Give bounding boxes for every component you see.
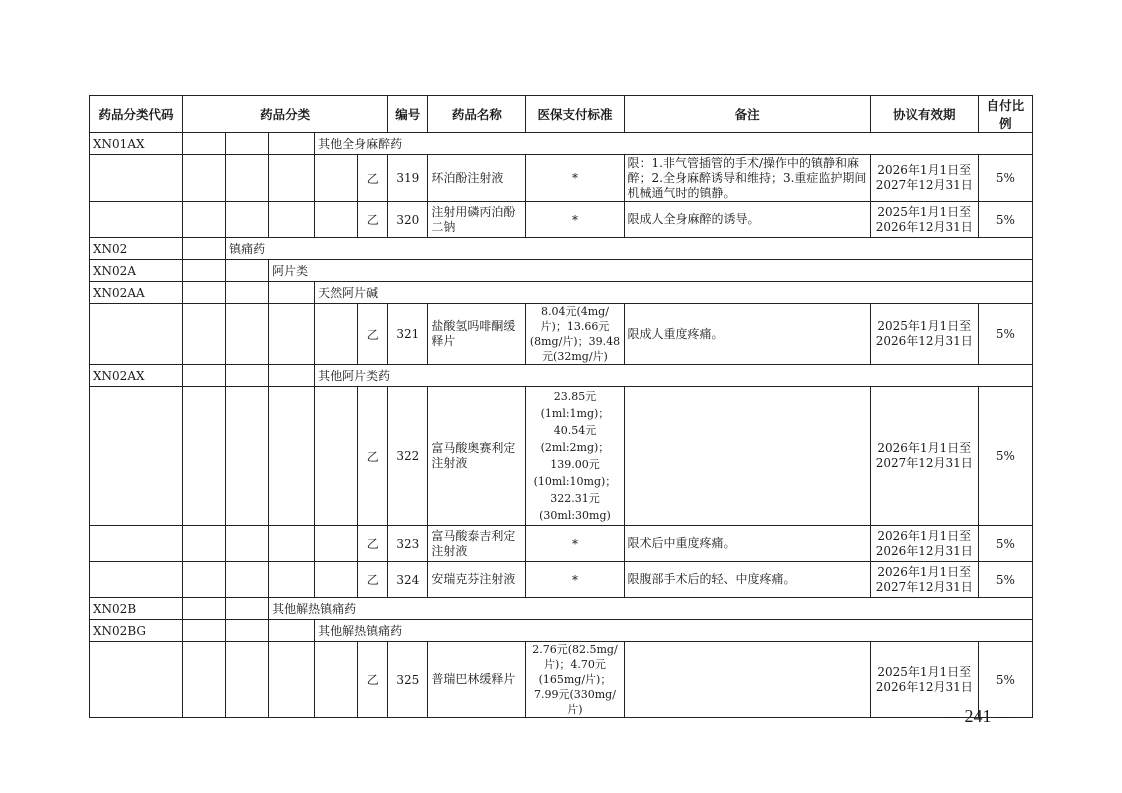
drug-remark: 限腹部手术后的轻、中度疼痛。 <box>624 562 870 598</box>
drug-row <box>90 202 1033 238</box>
drug-number: 325 <box>388 642 428 718</box>
category-label: 阿片类 <box>269 260 1033 282</box>
drug-ratio: 5% <box>978 202 1032 238</box>
category-label: 天然阿片碱 <box>315 282 1033 304</box>
header-remark: 备注 <box>624 96 870 133</box>
drug-validity: 2026年1月1日至2027年12月31日 <box>870 155 978 202</box>
drug-ratio: 5% <box>978 155 1032 202</box>
drug-ratio: 5% <box>978 526 1032 562</box>
drug-name: 环泊酚注射液 <box>428 155 526 202</box>
drug-type: 乙 <box>358 155 388 202</box>
category-code: XN02B <box>90 598 183 620</box>
drug-ratio: 5% <box>978 562 1032 598</box>
drug-remark: 限：1.非气管插管的手术/操作中的镇静和麻醉；2.全身麻醉诱导和维持；3.重症监护期间机械通气时的镇静。 <box>624 155 870 202</box>
header-category: 药品分类 <box>183 96 388 133</box>
drug-validity: 2025年1月1日至2026年12月31日 <box>870 642 978 718</box>
category-code: XN01AX <box>90 133 183 155</box>
drug-row <box>90 155 1033 202</box>
category-code: XN02AX <box>90 365 183 387</box>
category-code: XN02AA <box>90 282 183 304</box>
drug-number: 319 <box>388 155 428 202</box>
drug-validity: 2025年1月1日至2026年12月31日 <box>870 304 978 365</box>
drug-name: 盐酸氢吗啡酮缓释片 <box>428 304 526 365</box>
drug-validity: 2026年1月1日至2026年12月31日 <box>870 526 978 562</box>
category-row <box>90 598 1033 620</box>
drug-name: 富马酸泰吉利定注射液 <box>428 526 526 562</box>
category-label: 其他全身麻醉药 <box>315 133 1033 155</box>
category-row <box>90 282 1033 304</box>
header-ratio: 自付比例 <box>978 96 1032 133</box>
drug-ratio: 5% <box>978 642 1032 718</box>
drug-ratio: 5% <box>978 387 1032 526</box>
drug-row <box>90 642 1033 718</box>
drug-standard: * <box>526 155 624 202</box>
drug-name: 注射用磷丙泊酚二钠 <box>428 202 526 238</box>
drug-type: 乙 <box>358 642 388 718</box>
drug-type: 乙 <box>358 304 388 365</box>
drug-validity: 2026年1月1日至2027年12月31日 <box>870 562 978 598</box>
drug-number: 320 <box>388 202 428 238</box>
header-row <box>90 96 1033 133</box>
drug-standard: * <box>526 562 624 598</box>
drug-remark <box>624 387 870 526</box>
category-label: 其他阿片类药 <box>315 365 1033 387</box>
category-row <box>90 260 1033 282</box>
drug-number: 323 <box>388 526 428 562</box>
drug-name: 普瑞巴林缓释片 <box>428 642 526 718</box>
category-row <box>90 133 1033 155</box>
category-row <box>90 238 1033 260</box>
drug-validity: 2025年1月1日至2026年12月31日 <box>870 202 978 238</box>
header-name: 药品名称 <box>428 96 526 133</box>
drug-row <box>90 387 1033 526</box>
category-row <box>90 620 1033 642</box>
drug-ratio: 5% <box>978 304 1032 365</box>
header-standard: 医保支付标准 <box>526 96 624 133</box>
drug-validity: 2026年1月1日至2027年12月31日 <box>870 387 978 526</box>
drug-type: 乙 <box>358 526 388 562</box>
page-number: — 241 — <box>942 706 1014 726</box>
category-label: 其他解热镇痛药 <box>269 598 1033 620</box>
category-label: 其他解热镇痛药 <box>315 620 1033 642</box>
drug-standard: 2.76元(82.5mg/片)；4.70元(165mg/片)；7.99元(330mg/片) <box>526 642 624 718</box>
category-code: XN02 <box>90 238 183 260</box>
drug-standard: * <box>526 202 624 238</box>
drug-catalog-table <box>89 95 1033 718</box>
drug-number: 324 <box>388 562 428 598</box>
drug-row <box>90 562 1033 598</box>
category-label: 镇痛药 <box>226 238 1033 260</box>
header-number: 编号 <box>388 96 428 133</box>
drug-type: 乙 <box>358 562 388 598</box>
drug-number: 322 <box>388 387 428 526</box>
drug-standard: * <box>526 526 624 562</box>
drug-name: 安瑞克芬注射液 <box>428 562 526 598</box>
header-code: 药品分类代码 <box>90 96 183 133</box>
drug-row <box>90 304 1033 365</box>
drug-row <box>90 526 1033 562</box>
drug-name: 富马酸奥赛利定注射液 <box>428 387 526 526</box>
drug-number: 321 <box>388 304 428 365</box>
drug-remark: 限成人全身麻醉的诱导。 <box>624 202 870 238</box>
drug-remark: 限术后中重度疼痛。 <box>624 526 870 562</box>
drug-remark <box>624 642 870 718</box>
drug-type: 乙 <box>358 387 388 526</box>
drug-standard: 23.85元(1ml:1mg)；40.54元(2ml:2mg)；139.00元(10ml:10mg)；322.31元(30ml:30mg) <box>526 387 624 526</box>
category-code: XN02A <box>90 260 183 282</box>
category-code: XN02BG <box>90 620 183 642</box>
drug-standard: 8.04元(4mg/片)；13.66元(8mg/片)；39.48元(32mg/片) <box>526 304 624 365</box>
drug-type: 乙 <box>358 202 388 238</box>
category-row <box>90 365 1033 387</box>
header-validity: 协议有效期 <box>870 96 978 133</box>
drug-remark: 限成人重度疼痛。 <box>624 304 870 365</box>
